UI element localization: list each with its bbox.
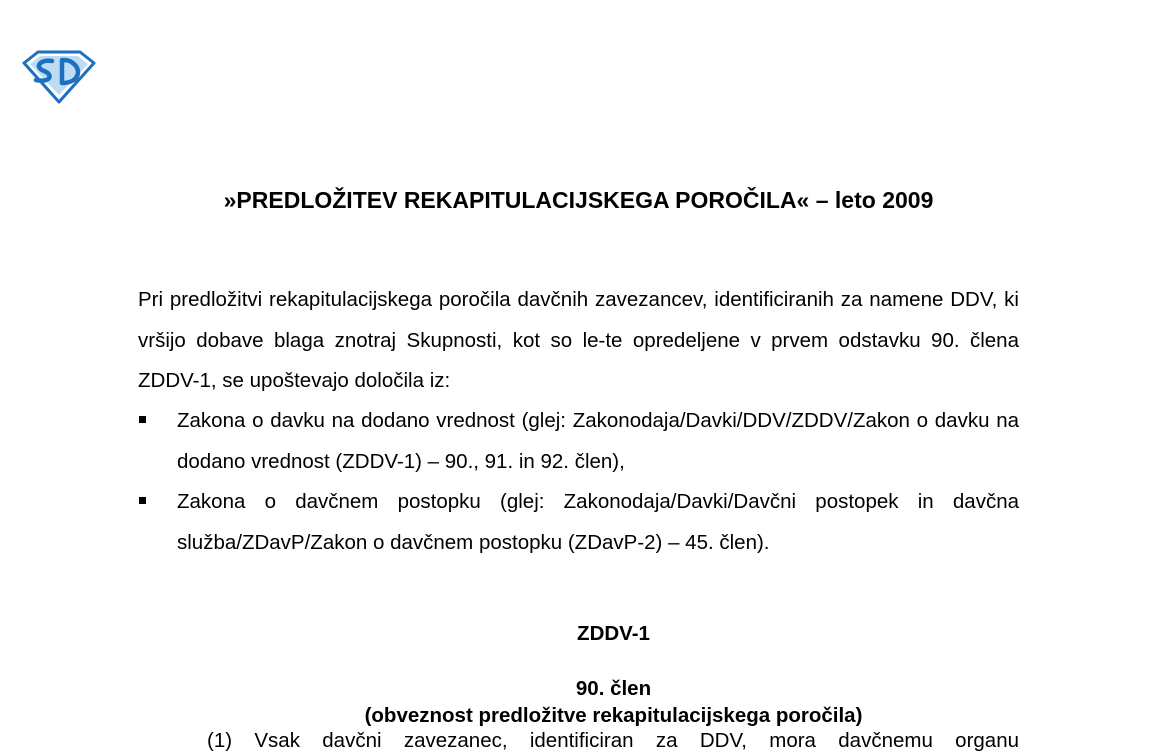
article-first-line: (1) Vsak davčni zavezanec, identificiran za DDV, mora davčnemu organu (207, 729, 1019, 752)
intro-paragraph: Pri predložitvi rekapitulacijskega poročila davčnih zavezancev, identificiranih za namene DDV, ki vršijo dobave blaga znotraj Skupnosti, kot so le-te opredeljene v prvem odstavku 90. člena ZDDV-1, se upoštevajo določila iz: (138, 288, 1019, 392)
square-bullet-icon (139, 416, 146, 423)
list-item-text: Zakona o davku na dodano vrednost (glej: Zakonodaja/Davki/DDV/ZDDV/Zakon o davku na dodano vrednost (ZDDV-1) – 90., 91. in 92. člen), (177, 409, 1019, 473)
list-item (138, 482, 1019, 563)
document-title: »PREDLOŽITEV REKAPITULACIJSKEGA POROČILA« – leto 2009 (223, 187, 934, 213)
list-item-text: Zakona o davčnem postopku (glej: Zakonodaja/Davki/Davčni postopek in davčna služba/ZDavP/Zakon o davčnem postopku (ZDavP-2) – 45. člen). (177, 490, 1019, 554)
article-subtitle: (obveznost predložitve rekapitulacijskega poročila) (364, 704, 863, 727)
list-item (138, 401, 1019, 482)
square-bullet-icon (139, 497, 146, 504)
company-logo (22, 49, 96, 104)
legal-sources-list (138, 401, 1019, 563)
article-heading: 90. člen (575, 677, 652, 700)
law-heading: ZDDV-1 (577, 622, 650, 645)
